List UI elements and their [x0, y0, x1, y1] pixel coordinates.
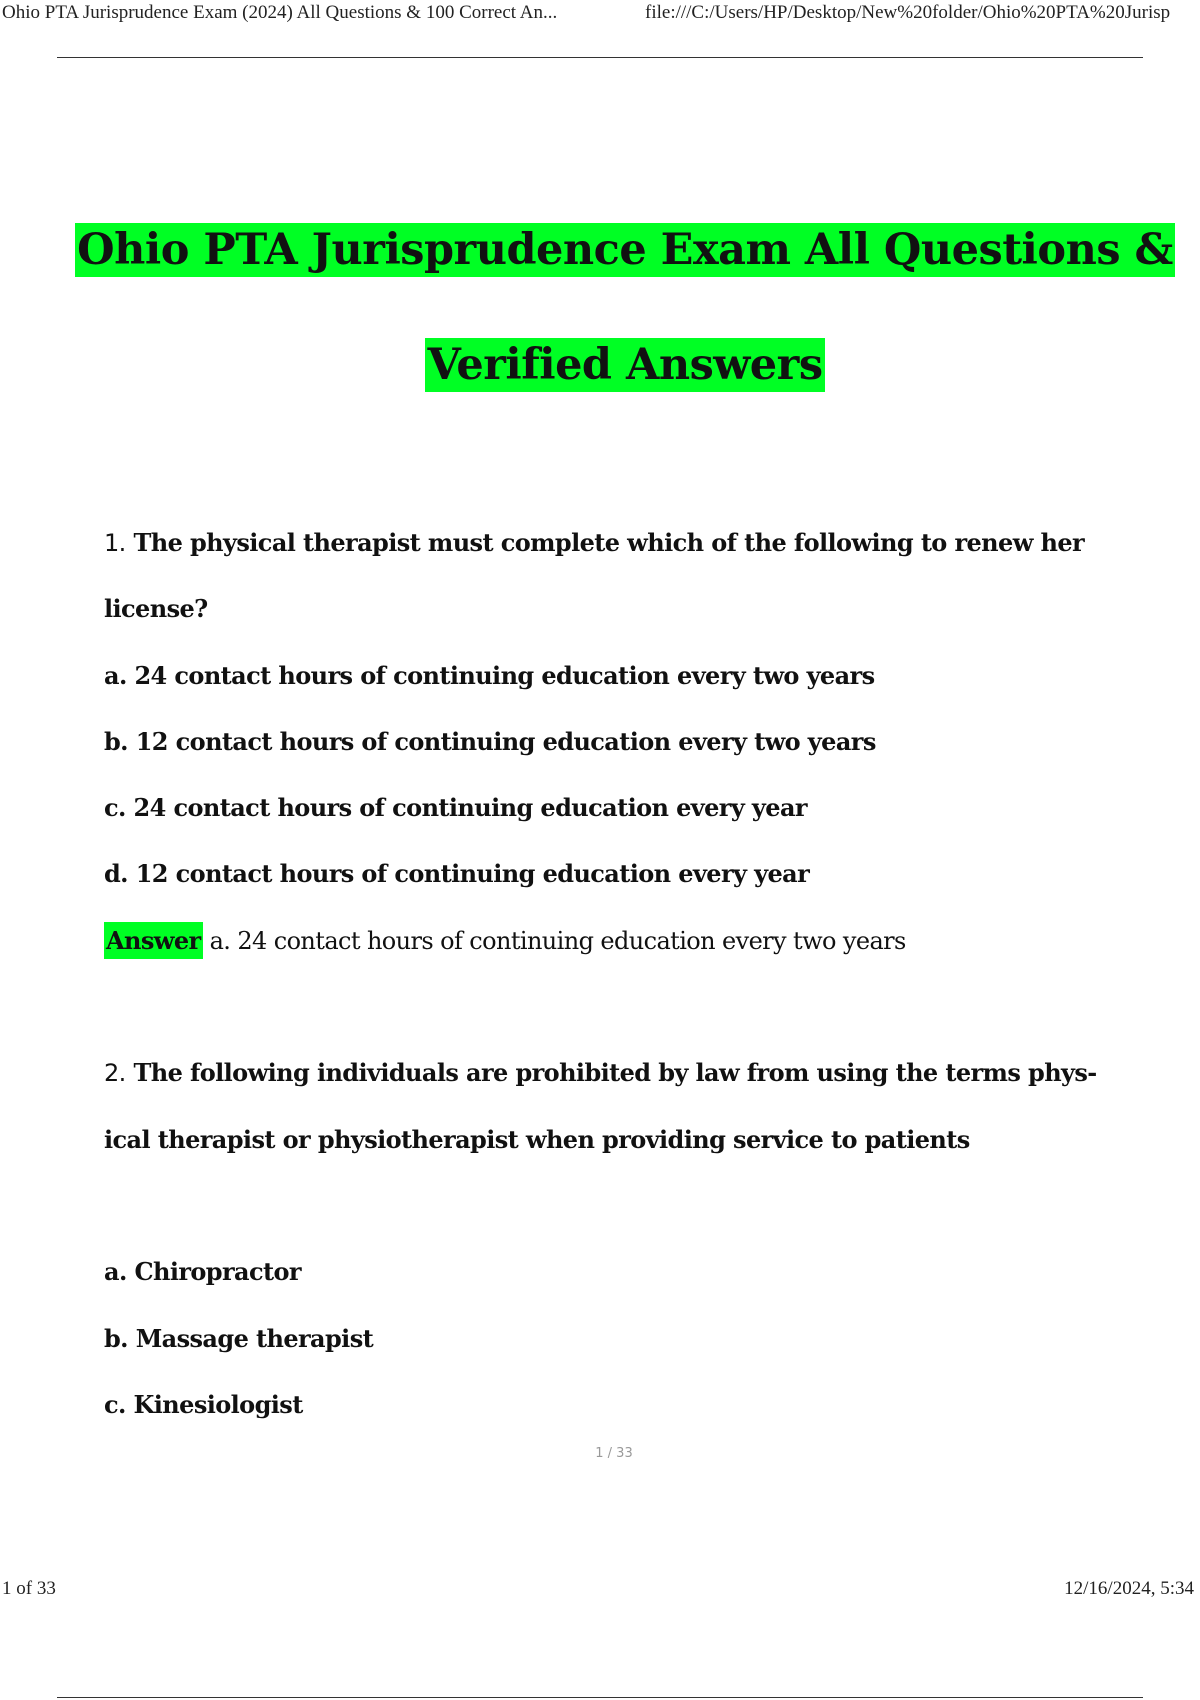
- question-text-line-1: The following individuals are prohibited by law from using the terms phys-: [133, 1058, 1097, 1088]
- document-heading: [0, 193, 1200, 423]
- print-footer-page: 1 of 33: [2, 1578, 56, 1599]
- option-b: b. 12 contact hours of continuing education every two years: [104, 726, 876, 756]
- question-2: [104, 1040, 1114, 1438]
- option-c: c. 24 contact hours of continuing education every year: [104, 793, 807, 823]
- question-number: 2.: [104, 1059, 126, 1088]
- print-footer-datetime: 12/16/2024, 5:34: [1064, 1578, 1194, 1599]
- heading-line-1: Ohio PTA Jurisprudence Exam All Questions &: [77, 225, 1173, 275]
- option-c: c. Kinesiologist: [104, 1389, 303, 1419]
- answer-label: Answer: [104, 922, 203, 959]
- heading-line-2: Verified Answers: [427, 340, 823, 390]
- question-text-line-1: The physical therapist must complete which of the following to renew her: [133, 528, 1085, 557]
- question-text: [104, 510, 1114, 576]
- option-d: d. 12 contact hours of continuing education every year: [104, 859, 810, 889]
- question-text-line-2: ical therapist or physiotherapist when providing service to patients: [104, 1124, 970, 1154]
- page-counter: 1 / 33: [595, 1446, 633, 1461]
- question-text: [104, 1040, 1114, 1106]
- answer-line: [104, 908, 1114, 974]
- print-header: [0, 0, 1200, 28]
- option-b: b. Massage therapist: [104, 1323, 374, 1353]
- print-header-url: file:///C:/Users/HP/Desktop/New%20folder/Ohio%20PTA%20Jurisp: [645, 2, 1171, 23]
- question-1: [104, 510, 1114, 974]
- answer-text: a. 24 contact hours of continuing education every two years: [209, 926, 906, 955]
- header-divider: [57, 57, 1143, 58]
- question-text-line-2: license?: [104, 594, 208, 624]
- option-a: a. Chiropractor: [104, 1257, 301, 1287]
- document-body: [104, 510, 1114, 1438]
- footer-divider: [57, 1697, 1143, 1698]
- question-number: 1.: [104, 529, 126, 557]
- spacer: [104, 1173, 1114, 1239]
- option-a: a. 24 contact hours of continuing education every two years: [104, 660, 875, 690]
- print-header-title: Ohio PTA Jurisprudence Exam (2024) All Questions & 100 Correct An...: [2, 2, 558, 23]
- spacer: [104, 974, 1114, 1040]
